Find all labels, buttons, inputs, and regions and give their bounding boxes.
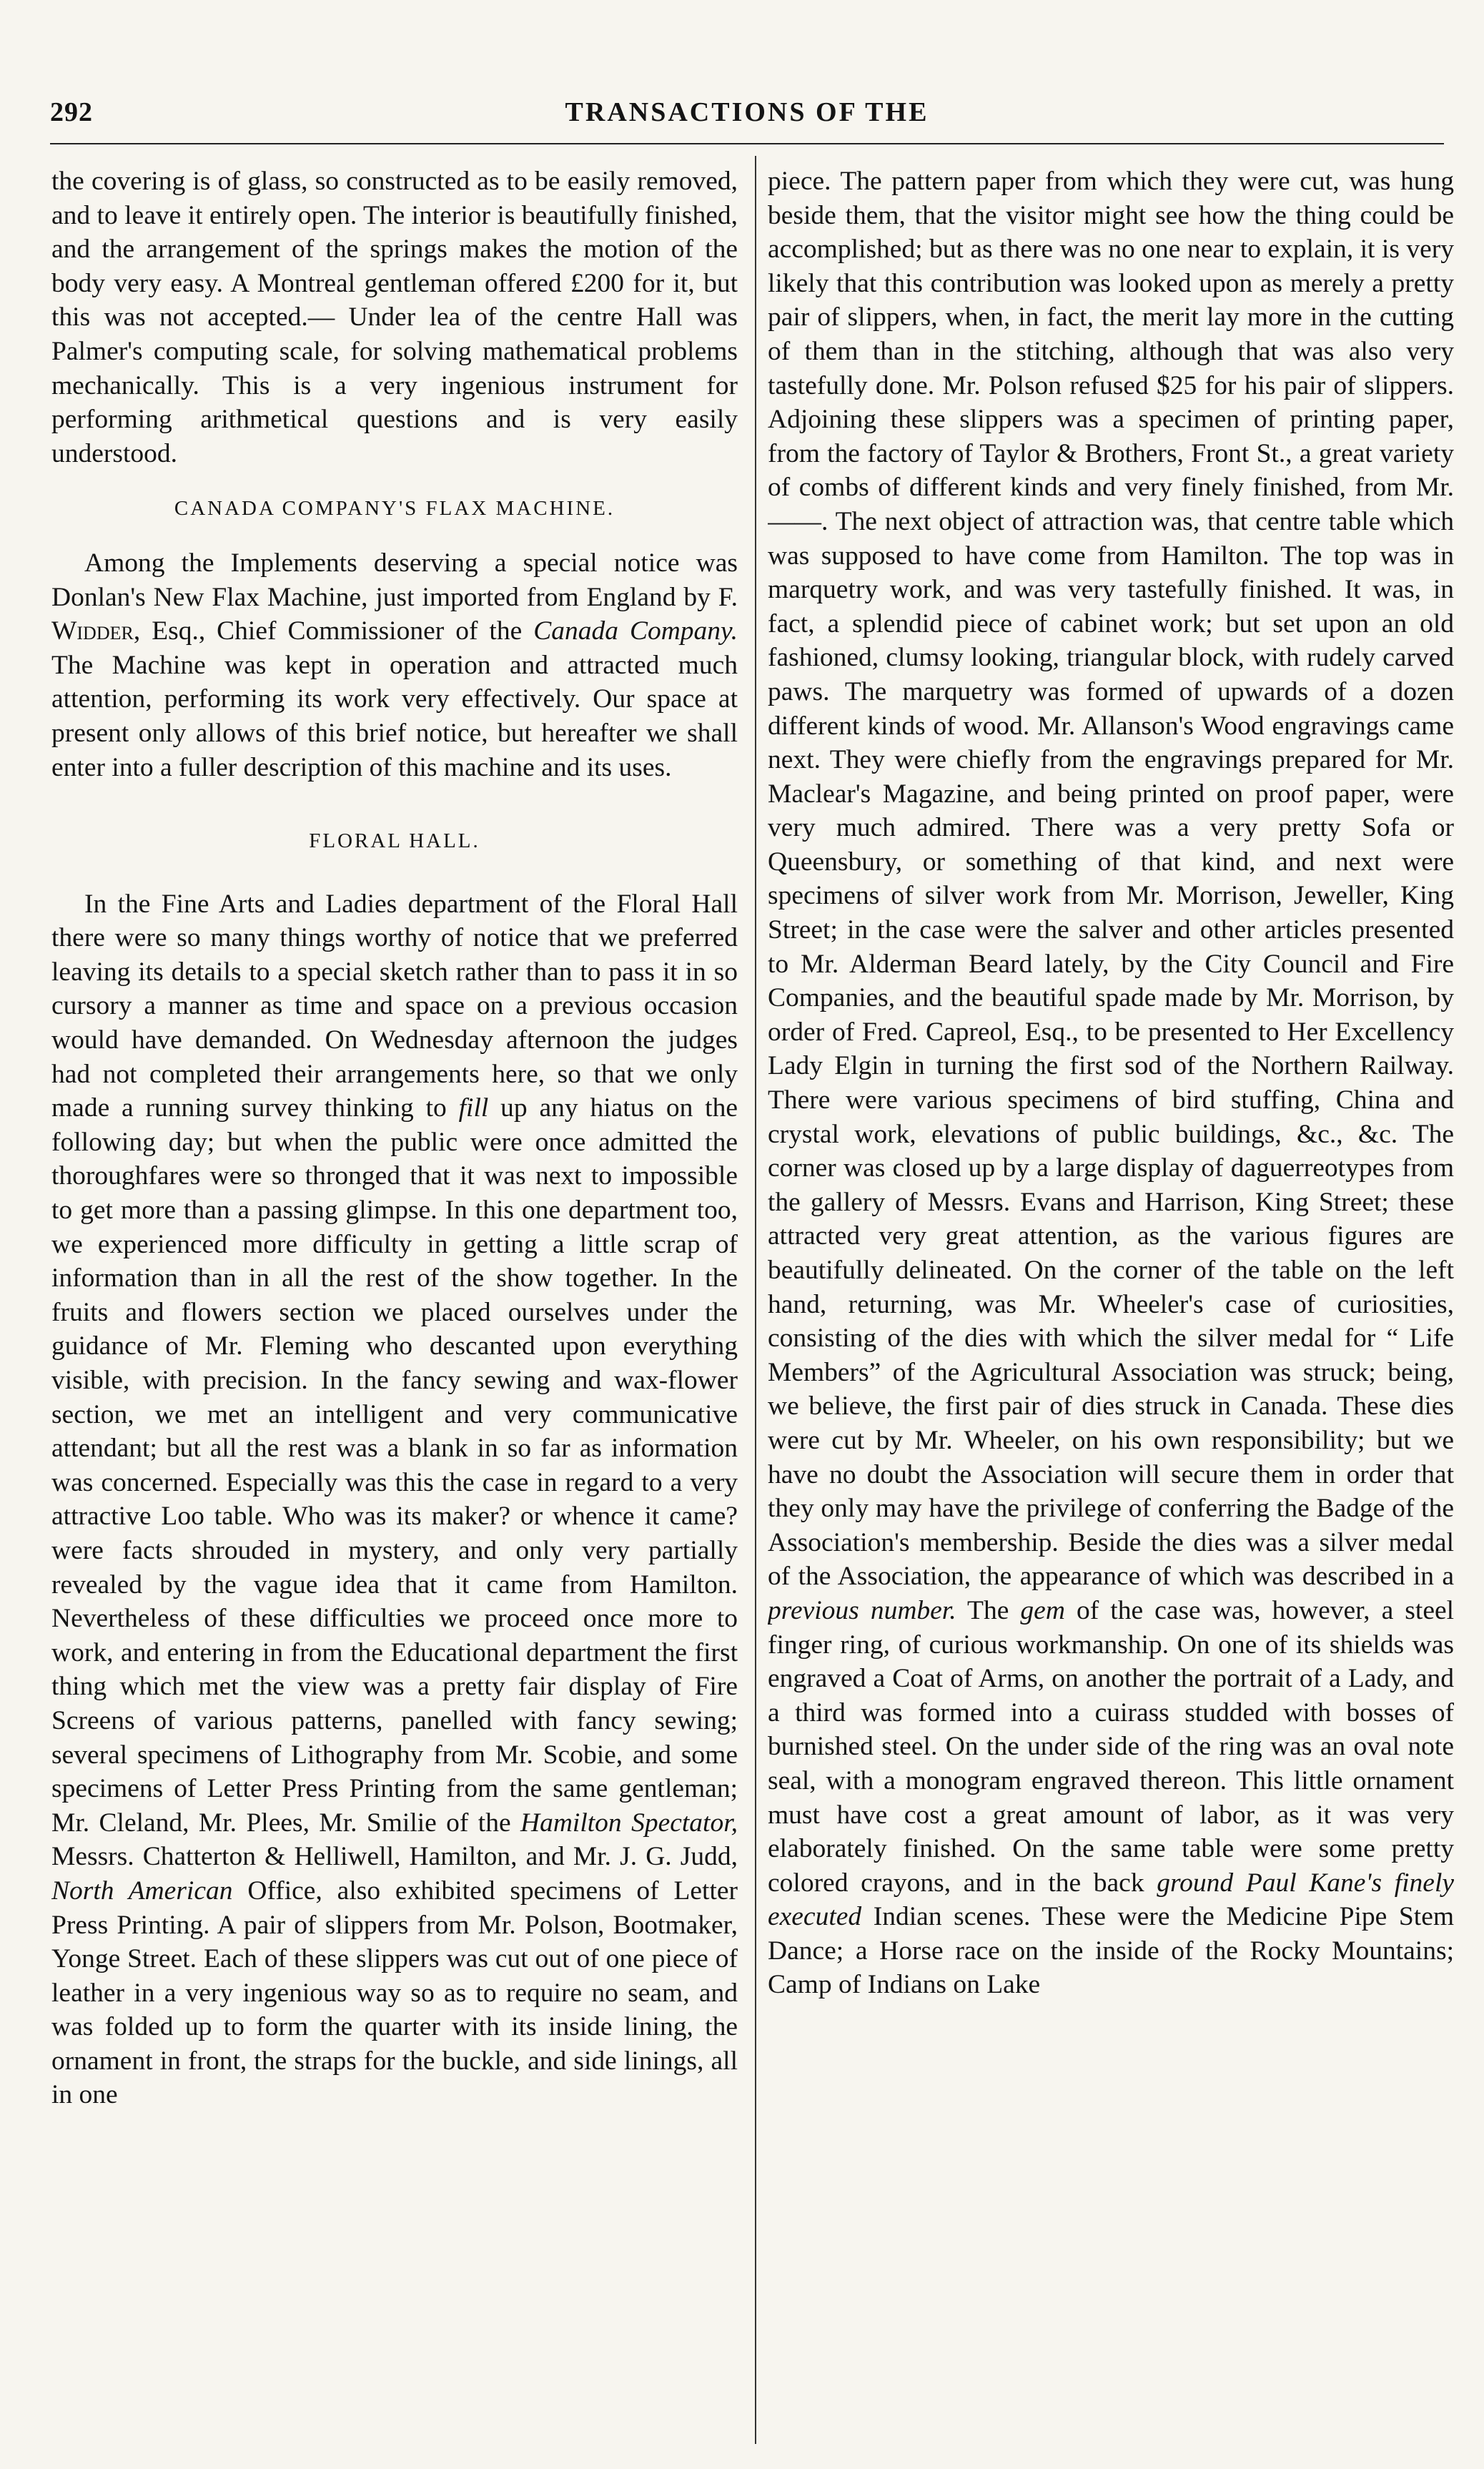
italic-fill: fill — [458, 1093, 489, 1123]
column-rule — [755, 156, 756, 2444]
running-head: TRANSACTIONS OF THE — [565, 97, 929, 127]
name-widder: Widder — [51, 616, 134, 646]
italic-previous-number: previous number. — [768, 1595, 956, 1625]
paragraph-carriage-continuation: the covering is of glass, so constructed as to be easily removed, and to leave it entirely open. The interior is beautifully finished, and the arrangement of the springs makes the motion of the body very easy. A Montreal gentleman offered £200 for it, but this was not accepted.— Under lea of the centre Hall was Palmer's computing scale, for solving mathematical problems mechanically. This is a very ingenious instrument for performing arithmetical questions and is very easily understood. — [51, 167, 738, 468]
italic-north-american: North American — [51, 1876, 233, 1906]
italic-paul-kane: ground Paul Kane's finely executed — [768, 1868, 1454, 1932]
paragraph-floral-hall: In the Fine Arts and Ladies department of the Floral Hall there were so many things worthy of notice that we preferred leaving its details to a special sketch rather than to pass it in so cursory a manner as time and space on a previous occasion would have demanded. On Wednesday afternoon the judges had not completed their arrangements here, so that we only made a running survey thinking to fill up any hiatus on the following day; but when the public were once admitted the thoroughfares were so thronged that it was next to impossible to get more than a passing glimpse. In this one department too, we experienced more difficulty in getting a little scrap of information than in all the rest of the show together. In the fruits and flowers section we placed ourselves under the guidance of Mr. Fleming who descanted upon everything visible, with precision. In the fancy sewing and wax-flower section, we met an intelligent and very communicative attendant; but all the rest was a blank in so far as information was concerned. Especially was this the case in regard to a very attractive Loo table. Who was its maker? or whence it came? were facts shrouded in mystery, and only very partially revealed by the vague idea that it came from Hamilton. Nevertheless of these difficulties we proceed once more to work, and entering in from the Educational department the first thing which met the view was a pretty fair display of Fire Screens of various patterns, panelled with fancy sewing; several specimens of Lithography from Mr. Scobie, and some specimens of Letter Press Printing from the same gentleman; Mr. Cleland, Mr. Plees, Mr. Smilie of the Hamilton Spectator, Messrs. Chatterton & Helliwell, Hamilton, and Mr. J. G. Judd, North American Office, also exhibited specimens of Letter Press Printing. A pair of slippers from Mr. Polson, Bootmaker, Yonge Street. Each of these slippers was cut out of one piece of leather in a very ingenious way so as to require no seam, and was folded up to form the quarter with its inside lining, the ornament in front, the straps for the buckle, and side linings, all in one — [51, 889, 738, 2110]
page-number: 292 — [50, 97, 93, 127]
page-header — [50, 97, 1444, 139]
italic-gem: gem — [1020, 1595, 1065, 1625]
company-name: Canada Company. — [533, 616, 738, 646]
section-heading-flax-machine: CANADA COMPANY'S FLAX MACHINE. — [174, 497, 615, 521]
right-column — [768, 164, 1454, 2453]
section-heading-floral-hall: FLORAL HALL. — [309, 829, 480, 853]
left-column — [51, 164, 738, 2453]
paragraph-floral-hall-continued: piece. The pattern paper from which they were cut, was hung beside them, that the visitor might see how the thing could be accomplished; but as there was no one near to explain, it is very likely that this contribution was looked upon as merely a pretty pair of slippers, when, in fact, the merit lay more in the cutting of them than in the stitching, although that was also very tastefully done. Mr. Polson refused $25 for his pair of slippers. Adjoining these slippers was a specimen of printing paper, from the factory of Taylor & Brothers, Front St., a great variety of combs of different kinds and very finely finished, from Mr. ——. The next object of attraction was, that centre table which was supposed to have come from Hamilton. The top was in marquetry work, and was very tastefully finished. It was, in fact, a splendid piece of cabinet work; but set upon an old fashioned, clumsy looking, triangular block, with rudely carved paws. The marquetry was formed of upwards of a dozen different kinds of wood. Mr. Allanson's Wood engravings came next. They were chiefly from the engravings prepared for Mr. Maclear's Magazine, and being printed on proof paper, were very much admired. There was a very pretty Sofa or Queensbury, or something of that kind, and next were specimens of silver work from Mr. Morrison, Jeweller, King Street; in the case were the salver and other articles presented to Mr. Alderman Beard lately, by the City Council and Fire Companies, and the beautiful spade made by Mr. Morrison, by order of Fred. Capreol, Esq., to be presented to Her Excellency Lady Elgin in turning the first sod of the Northern Railway. There were various specimens of bird stuffing, China and crystal work, elevations of public buildings, &c., &c. The corner was closed up by a large display of daguerreotypes from the gallery of Messrs. Evans and Harrison, King Street; these attracted very great attention, as the various figures are beautifully delineated. On the corner of the table on the left hand, returning, was Mr. Wheeler's case of curiosities, consisting of the dies with which the silver medal for “ Life Members” of the Agricultural Association was struck; being, we believe, the first pair of dies struck in Canada. These dies were cut by Mr. Wheeler, on his own responsibility; but we have no doubt the Association will secure them in order that they only may have the privilege of conferring the Badge of the Association's membership. Beside the dies was a silver medal of the Association, the appearance of which was described in a previous number. The gem of the case was, however, a steel finger ring, of curious workmanship. On one of its shields was engraved a Coat of Arms, on another the portrait of a Lady, and a third was formed into a cuirass studded with bosses of burnished steel. On the under side of the ring was an oval note seal, with a monogram engraved thereon. This little ornament must have cost a great amount of labor, as it was very elaborately finished. On the same table were some pretty colored crayons, and in the back ground Paul Kane's finely executed Indian scenes. These were the Medicine Pipe Stem Dance; a Horse race on the inside of the Rocky Mountains; Camp of Indians on Lake — [768, 167, 1454, 2000]
header-rule — [50, 143, 1444, 144]
italic-spectator: Hamilton Spectator, — [520, 1808, 738, 1838]
paragraph-flax-machine: Among the Implements deserving a special notice was Donlan's New Flax Machine, just imported from England by F. Widder, Esq., Chief Commissioner of the Canada Company. The Machine was kept in operation and attracted much attention, performing its work very effectively. Our space at present only allows of this brief notice, but hereafter we shall enter into a fuller description of this machine and its uses. — [51, 548, 738, 782]
